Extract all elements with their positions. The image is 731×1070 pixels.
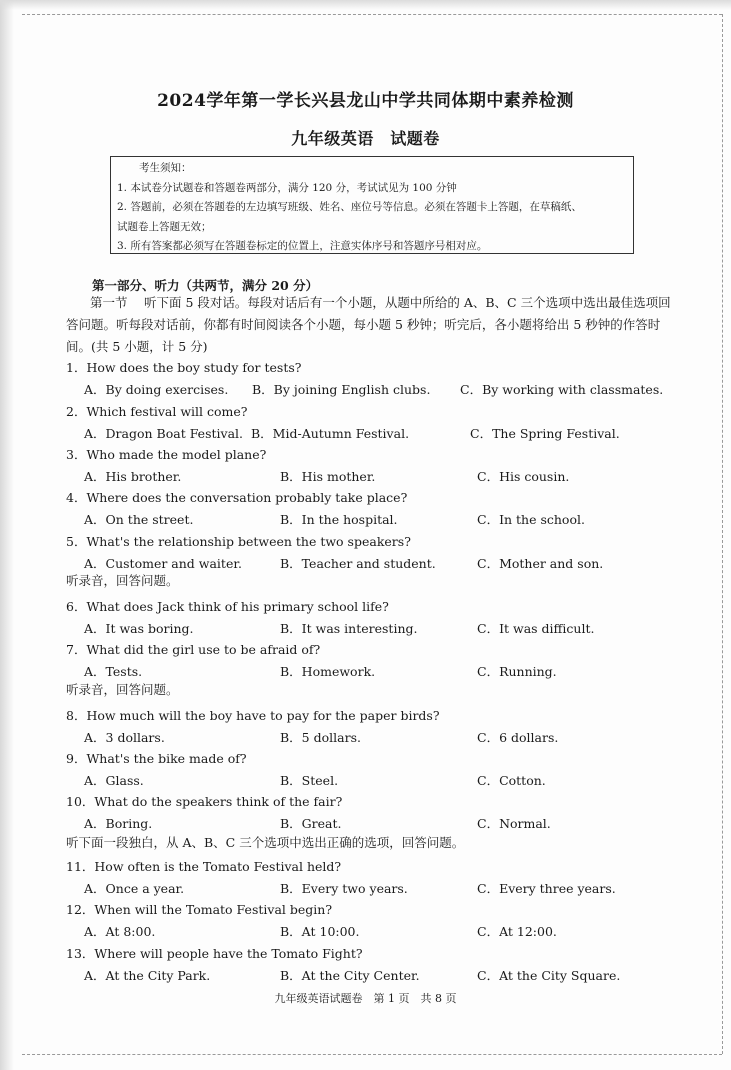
option-b: B．At 10:00. (280, 924, 360, 939)
exam-subtitle: 九年级英语 试题卷 (291, 129, 440, 148)
notice-item: 试题卷上答题无效； (117, 220, 212, 233)
option-c: C．At 12:00. (477, 924, 557, 939)
question-stem: 2．Which festival will come? (66, 404, 248, 419)
question-stem: 10．What do the speakers think of the fair? (66, 794, 343, 809)
option-b: B．At the City Center. (280, 968, 420, 983)
option-a: A．It was boring. (84, 621, 194, 636)
scan-edge-top (0, 0, 731, 10)
option-c: C．Running. (477, 664, 557, 679)
option-c: C．Cotton. (477, 773, 546, 788)
dashed-border-right (722, 14, 723, 1054)
dashed-border-top (22, 14, 722, 15)
option-a: A．Boring. (84, 816, 153, 831)
listen-instruction-1: 听录音，回答问题。 (66, 573, 179, 588)
question-stem: 12．When will the Tomato Festival begin? (66, 902, 333, 917)
option-a: A．Dragon Boat Festival. (84, 426, 243, 441)
monologue-instruction: 听下面一段独白，从 A、B、C 三个选项中选出正确的选项，回答问题。 (66, 835, 465, 850)
candidate-notice-box (110, 156, 634, 254)
option-b: B．Teacher and student. (280, 556, 436, 571)
option-c: C．6 dollars. (477, 730, 559, 745)
question-stem: 8．How much will the boy have to pay for the paper birds? (66, 708, 440, 723)
option-a: A．Once a year. (84, 881, 185, 896)
option-c: C．It was difficult. (477, 621, 595, 636)
question-stem: 11．How often is the Tomato Festival held? (66, 859, 342, 874)
exam-title: 2024学年第一学长兴县龙山中学共同体期中素养检测 (157, 91, 574, 111)
option-a: A．3 dollars. (84, 730, 165, 745)
option-c: C．By working with classmates. (460, 382, 664, 397)
option-c: C．The Spring Festival. (470, 426, 620, 441)
option-a: A．On the street. (84, 512, 194, 527)
question-stem: 9．What's the bike made of? (66, 751, 247, 766)
option-b: B．By joining English clubs. (252, 382, 431, 397)
page-footer: 九年级英语试题卷 第 1 页 共 8 页 (274, 992, 457, 1005)
option-c: C．At the City Square. (477, 968, 621, 983)
question-stem: 6．What does Jack think of his primary school life? (66, 599, 389, 614)
option-a: A．Customer and waiter. (84, 556, 242, 571)
option-a: A．His brother. (84, 469, 182, 484)
option-b: B．It was interesting. (280, 621, 418, 636)
option-c: C．Mother and son. (477, 556, 604, 571)
notice-heading: 考生须知： (139, 162, 192, 174)
option-c: C．His cousin. (477, 469, 570, 484)
option-b: B．Steel. (280, 773, 339, 788)
option-b: B．His mother. (280, 469, 376, 484)
question-stem: 13．Where will people have the Tomato Fight? (66, 946, 363, 961)
question-stem: 1．How does the boy study for tests? (66, 360, 302, 375)
option-c: C．Normal. (477, 816, 551, 831)
notice-item: 2. 答题前，必须在答题卷的左边填写班级、姓名、座位号等信息。必须在答题卡上答题，在草稿纸、 (117, 201, 582, 213)
notice-item: 1. 本试卷分试题卷和答题卷两部分，满分 120 分，考试试见为 100 分钟 (117, 181, 457, 194)
option-a: A．Tests. (84, 664, 143, 679)
option-a: A．By doing exercises. (84, 382, 229, 397)
section1-intro: 第一节 听下面 5 段对话。每段对话后有一个小题，从题中所给的 A、B、C 三个选项中选出最佳选项回答问题。听每段对话前，你都有时间阅读各个小题，每小题 5 秒钟；听完后，各小题将给出 5 秒钟的作答时间。(共 5 小题，计 5 分) (66, 295, 671, 354)
question-stem: 3．Who made the model plane? (66, 447, 267, 462)
option-b: B．5 dollars. (280, 730, 361, 745)
option-b: B．Mid-Autumn Festival. (251, 426, 410, 441)
listen-instruction-2: 听录音，回答问题。 (66, 682, 179, 697)
option-a: A．Glass. (84, 773, 144, 788)
option-b: B．Homework. (280, 664, 376, 679)
dashed-border-bottom (22, 1054, 722, 1055)
question-stem: 4．Where does the conversation probably take place? (66, 490, 408, 505)
notice-item: 3. 所有答案都必须写在答题卷标定的位置上，注意实体序号和答题序号相对应。 (117, 240, 488, 252)
scan-edge-left (0, 0, 14, 1070)
option-c: C．In the school. (477, 512, 585, 527)
option-a: A．At 8:00. (84, 924, 156, 939)
question-stem: 7．What did the girl use to be afraid of? (66, 642, 321, 657)
option-b: B．In the hospital. (280, 512, 398, 527)
option-c: C．Every three years. (477, 881, 616, 896)
option-b: B．Great. (280, 816, 342, 831)
part1-heading: 第一部分、听力（共两节，满分 20 分） (92, 278, 319, 293)
question-stem: 5．What's the relationship between the two speakers? (66, 534, 411, 549)
option-b: B．Every two years. (280, 881, 408, 896)
option-a: A．At the City Park. (84, 968, 211, 983)
